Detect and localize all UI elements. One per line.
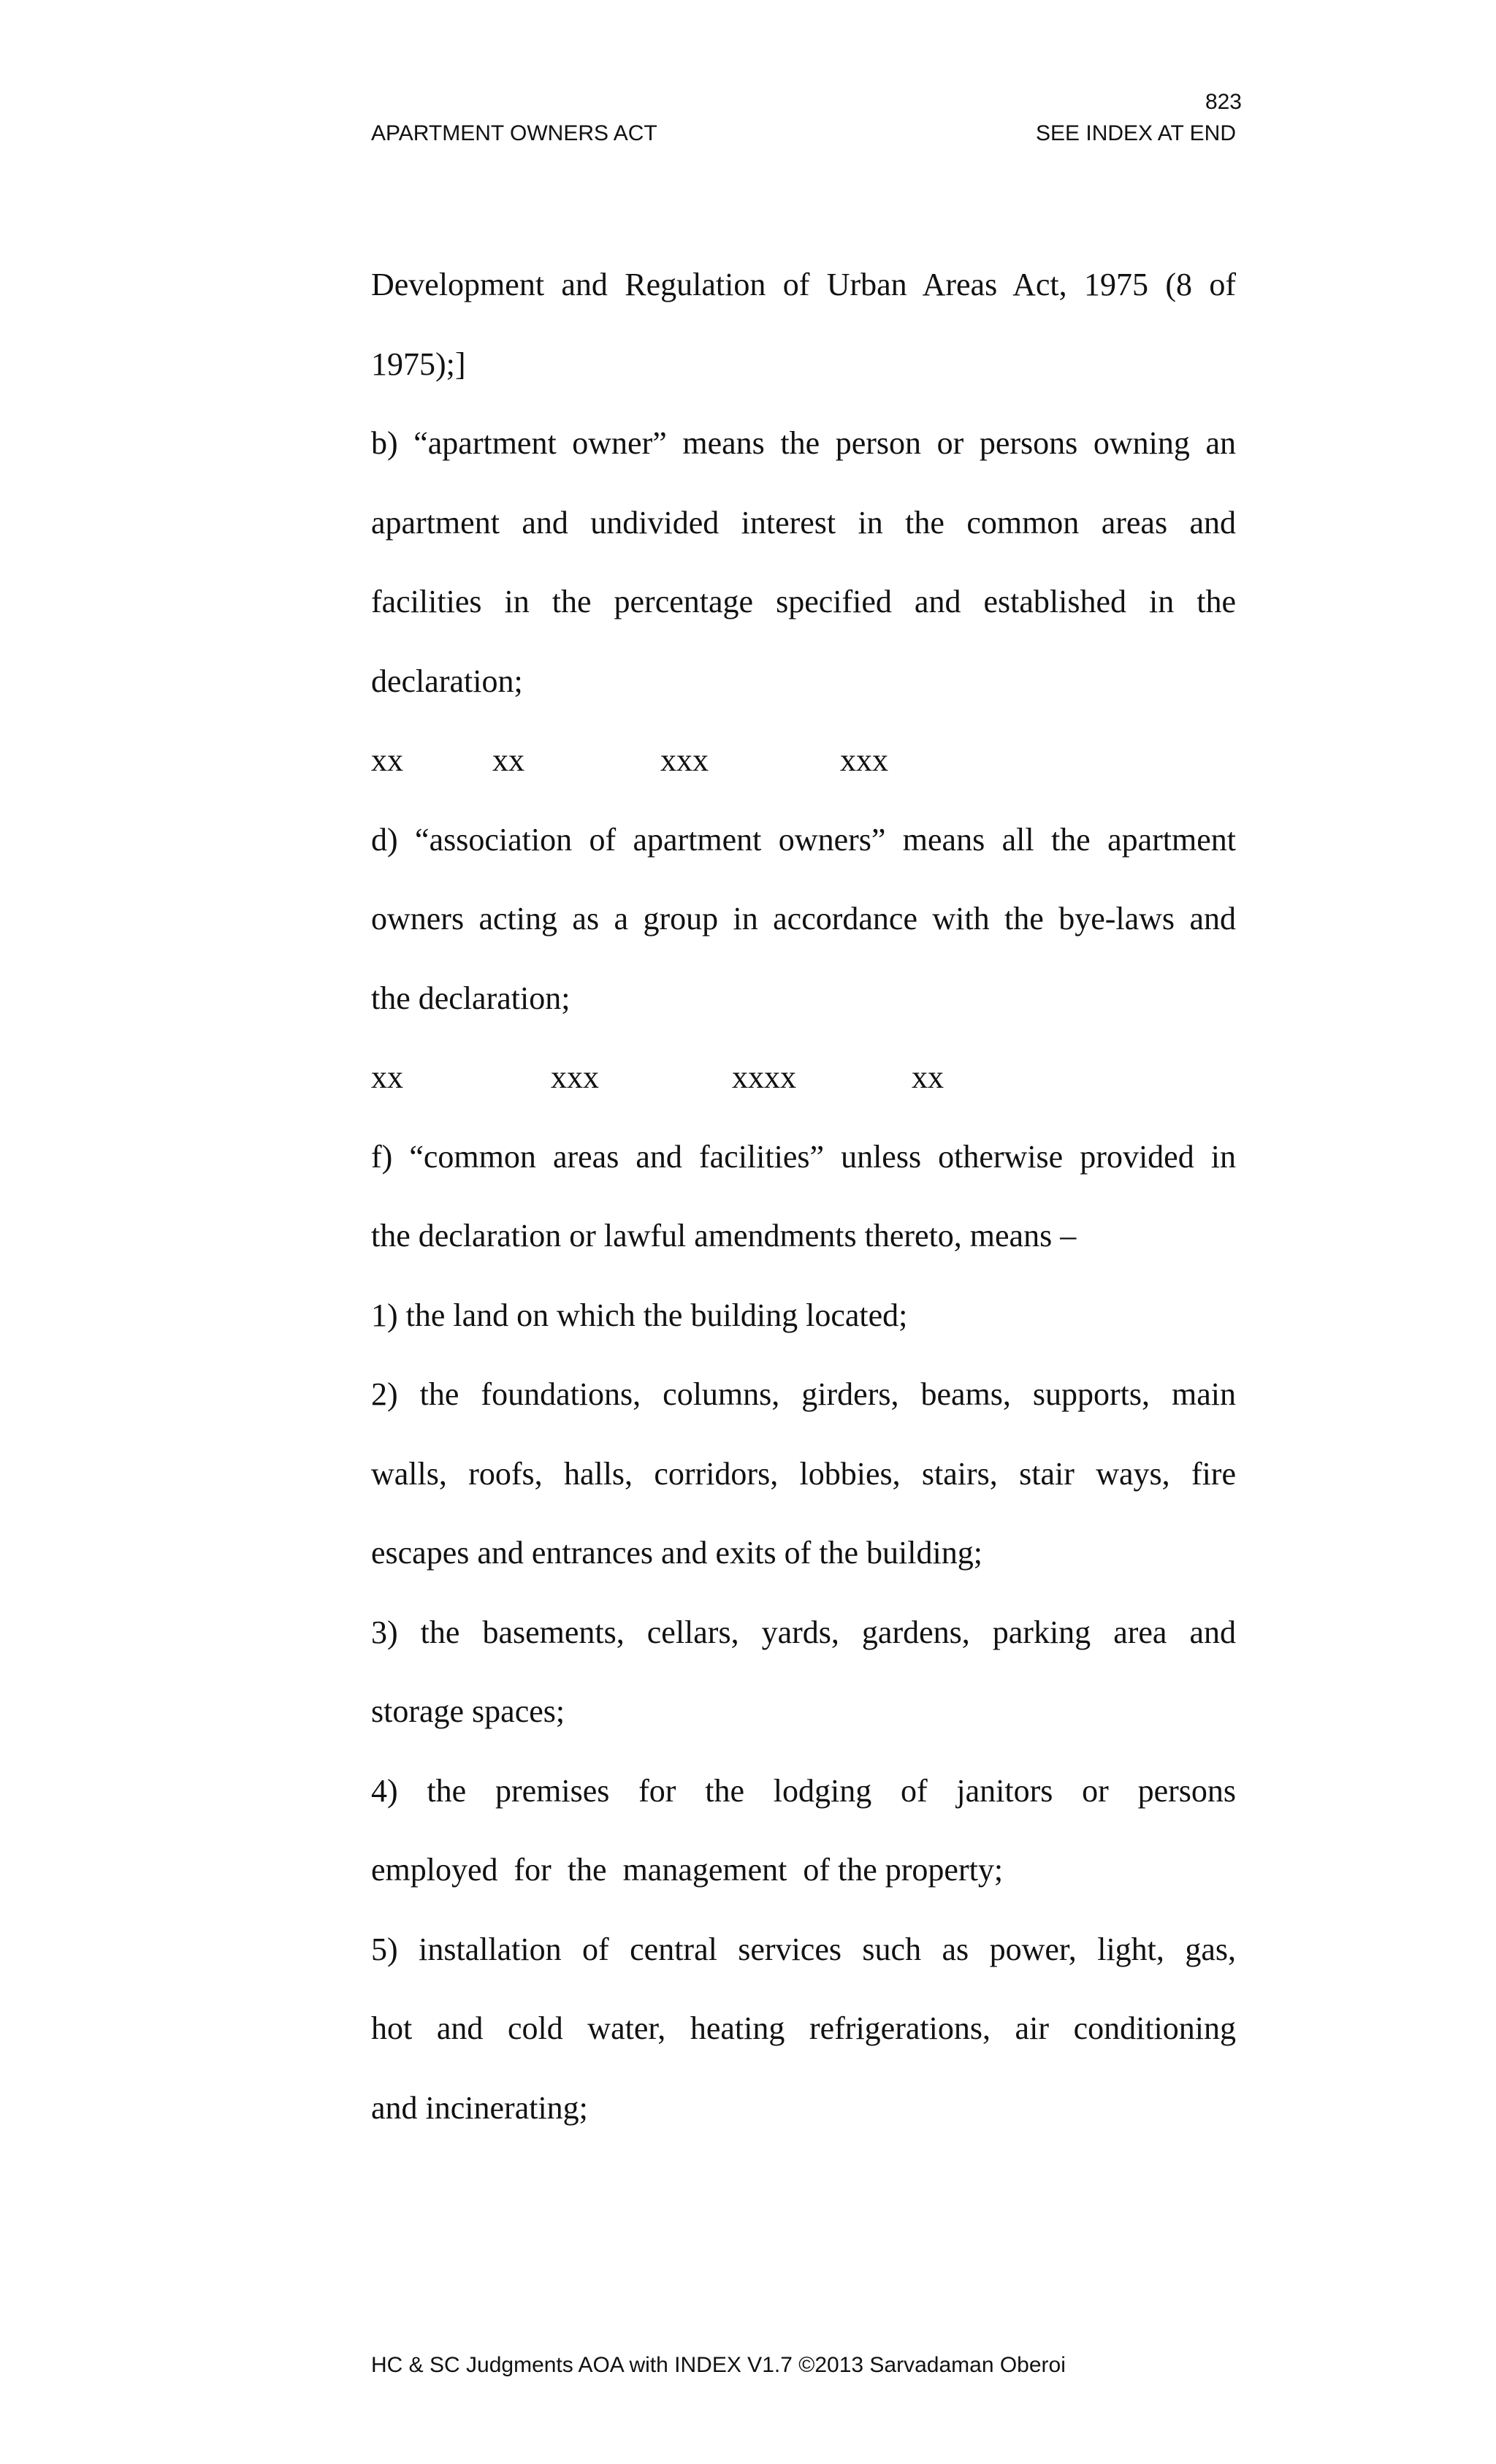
text-line: the declaration; bbox=[371, 980, 570, 1016]
text-line: 5) installation of central services such as power, light, gas, bbox=[371, 1931, 1236, 1967]
page-number: 823 bbox=[1205, 90, 1242, 114]
omission-mark: xx bbox=[371, 742, 403, 778]
text-line: facilities in the percentage specified and established in the bbox=[371, 584, 1236, 619]
text-line: 4) the premises for the lodging of janitors or persons bbox=[371, 1772, 1236, 1809]
text-line: 1) the land on which the building located; bbox=[371, 1297, 908, 1333]
act-text bbox=[371, 259, 1236, 2162]
text-line: hot and cold water, heating refrigerations, air conditioning bbox=[371, 2010, 1236, 2046]
omission-mark: xx bbox=[371, 1059, 403, 1095]
text-line: employed for the management of the property; bbox=[371, 1852, 1004, 1888]
text-line: 2) the foundations, columns, girders, beams, supports, main bbox=[371, 1376, 1236, 1412]
header-title: APARTMENT OWNERS ACT bbox=[371, 121, 657, 145]
text-line: declaration; bbox=[371, 663, 523, 699]
text-line: 1975);] bbox=[371, 346, 466, 382]
omission-mark: xxx bbox=[551, 1059, 599, 1095]
page-footer: HC & SC Judgments AOA with INDEX V1.7 ©2013 Sarvadaman Oberoi bbox=[371, 2353, 1066, 2377]
text-line: d) “association of apartment owners” means all the apartment bbox=[371, 821, 1236, 858]
text-line: the declaration or lawful amendments thereto, means – bbox=[371, 1218, 1077, 1254]
text-line: escapes and entrances and exits of the building; bbox=[371, 1535, 982, 1571]
running-header bbox=[371, 119, 1236, 148]
text-line: f) “common areas and facilities” unless otherwise provided in bbox=[371, 1138, 1236, 1175]
omission-mark: xx bbox=[912, 1059, 944, 1095]
text-line: owners acting as a group in accordance with the bye-laws and bbox=[371, 901, 1236, 937]
text-line: walls, roofs, halls, corridors, lobbies, stairs, stair ways, fire bbox=[371, 1455, 1236, 1492]
omission-mark: xxx bbox=[840, 742, 888, 778]
omission-marker-row bbox=[371, 735, 1236, 815]
omission-mark: xxxx bbox=[732, 1059, 796, 1095]
text-line: Development and Regulation of Urban Areas Act, 1975 (8 of bbox=[371, 267, 1236, 302]
text-line: 3) the basements, cellars, yards, gardens, parking area and bbox=[371, 1614, 1236, 1650]
text-line: b) “apartment owner” means the person or persons owning an bbox=[371, 425, 1236, 461]
omission-mark: xx bbox=[492, 742, 524, 778]
header-index-note: SEE INDEX AT END bbox=[1036, 121, 1236, 145]
omission-mark: xxx bbox=[660, 742, 709, 778]
text-line: and incinerating; bbox=[371, 2089, 588, 2126]
text-line: storage spaces; bbox=[371, 1693, 565, 1729]
omission-marker-row bbox=[371, 1052, 1236, 1132]
text-line: apartment and undivided interest in the common areas and bbox=[371, 504, 1236, 541]
